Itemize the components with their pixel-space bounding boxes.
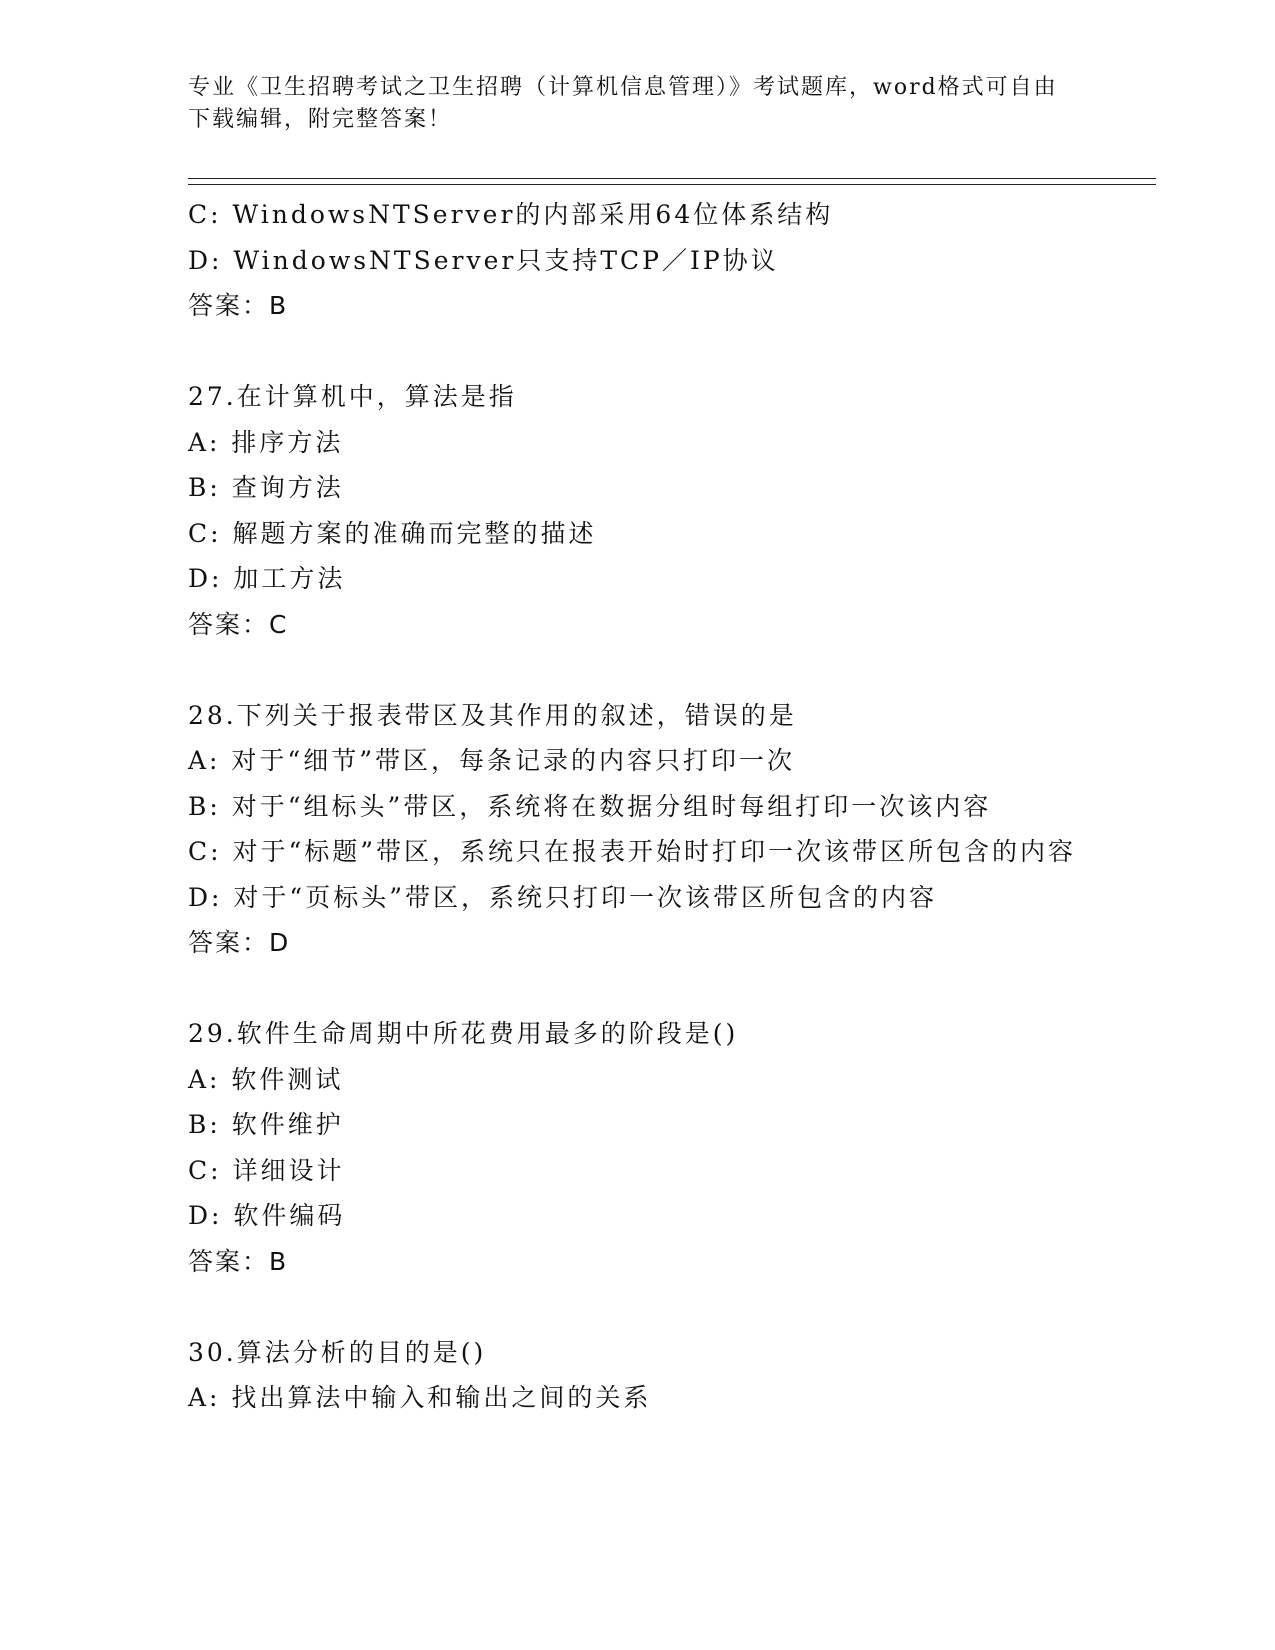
question-stem: 27.在计算机中，算法是指: [188, 382, 517, 411]
option-c: C: 详细设计: [188, 1155, 345, 1185]
question-stem: 28.下列关于报表带区及其作用的叙述，错误的是: [188, 700, 797, 730]
option-b: B: 软件维护: [188, 1110, 344, 1139]
document-header: 专业《卫生招聘考试之卫生招聘（计算机信息管理）》考试题库，word格式可自由下载编辑，附完整答案！: [188, 75, 1058, 132]
option-d: D: WindowsNTServer只支持TCP／IP协议: [188, 245, 779, 275]
question-continued: [188, 192, 1088, 329]
option-d: D: 加工方法: [188, 564, 346, 593]
option-b: B: 对于“组标头”带区，系统将在数据分组时每组打印一次该内容: [188, 791, 992, 821]
answer-line: 答案：D: [188, 928, 291, 957]
answer-line: 答案：B: [188, 291, 289, 320]
option-c: C: 解题方案的准确而完整的描述: [188, 518, 597, 548]
option-a: A: 软件测试: [188, 1064, 344, 1094]
question-29: [188, 1011, 1088, 1284]
question-28: [188, 693, 1088, 966]
question-30: [188, 1330, 1088, 1421]
option-d: D: 软件编码: [188, 1201, 346, 1230]
option-c: C: WindowsNTServer的内部采用64位体系结构: [188, 200, 834, 229]
option-b: B: 查询方法: [188, 473, 344, 502]
answer-line: 答案：C: [188, 609, 289, 639]
option-c: C: 对于“标题”带区，系统只在报表开始时打印一次该带区所包含的内容: [188, 837, 1077, 866]
option-a: A: 找出算法中输入和输出之间的关系: [188, 1383, 652, 1412]
question-list: [188, 192, 1088, 1421]
answer-line: 答案：B: [188, 1246, 289, 1276]
question-stem: 29.软件生命周期中所花费用最多的阶段是(): [188, 1019, 739, 1048]
header-divider-bottom: [188, 184, 1156, 185]
header-divider-top: [188, 178, 1156, 179]
option-d: D: 对于“页标头”带区，系统只打印一次该带区所包含的内容: [188, 882, 937, 912]
question-27: [188, 374, 1088, 647]
option-a: A: 对于“细节”带区，每条记录的内容只打印一次: [188, 746, 795, 775]
option-a: A: 排序方法: [188, 427, 344, 457]
question-stem: 30.算法分析的目的是(): [188, 1337, 487, 1367]
